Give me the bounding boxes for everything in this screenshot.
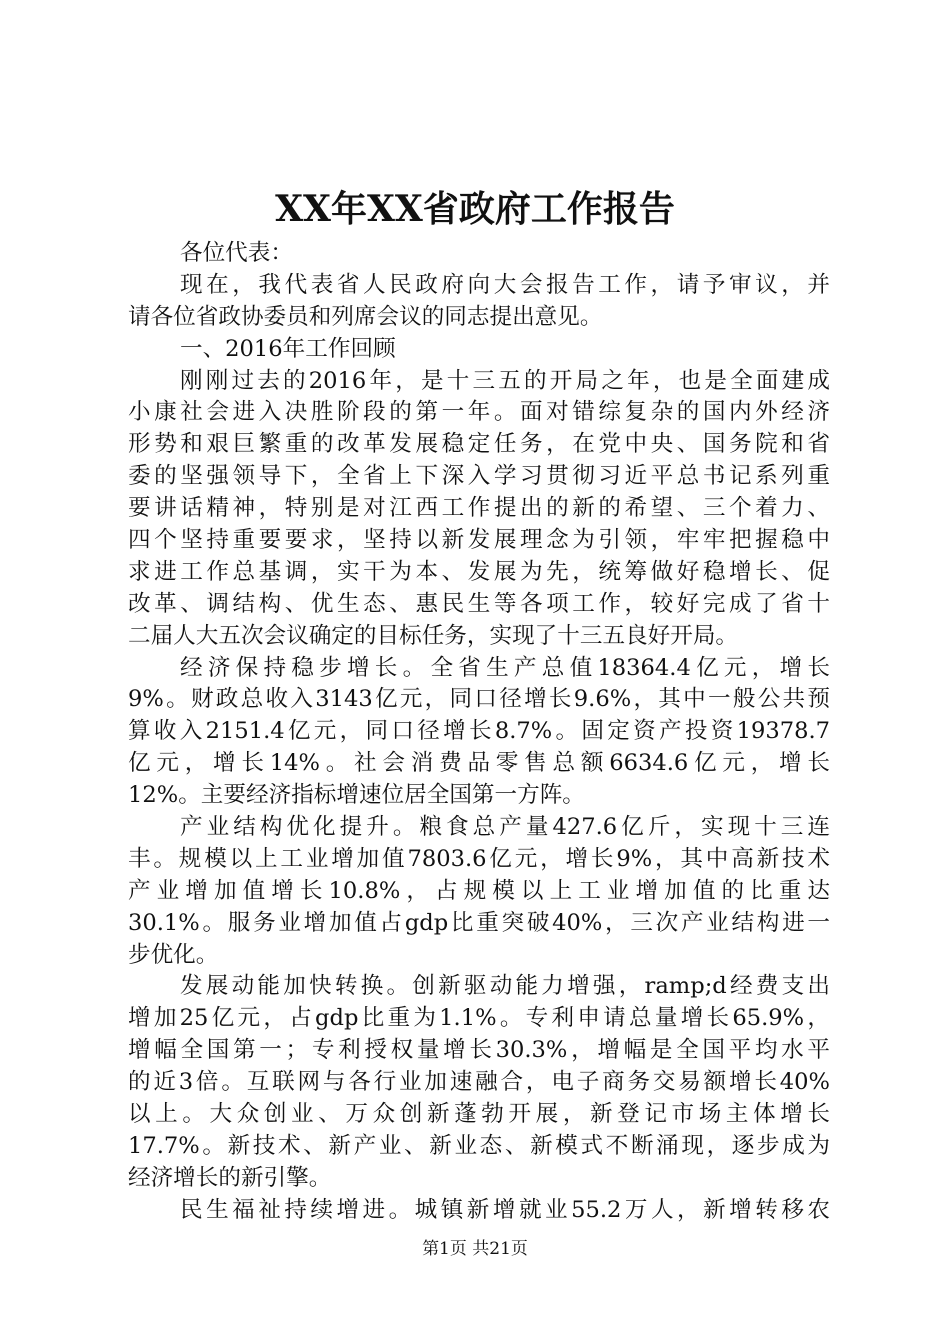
text-line: 丰。规模以上工业增加值7803.6亿元，增长9%，其中高新技术: [128, 845, 830, 872]
text-line: 现在，我代表省人民政府向大会报告工作，请予审议，并: [180, 271, 830, 298]
document-body: [128, 238, 830, 1227]
text-line: 30.1%。服务业增加值占gdp比重突破40%，三次产业结构进一: [128, 909, 830, 936]
text-line: 的近3倍。互联网与各行业加速融合，电子商务交易额增长40%: [128, 1069, 830, 1096]
text-line: 各位代表：: [180, 240, 293, 266]
text-line: 经济保持稳步增长。全省生产总值18364.4亿元，增长: [180, 654, 830, 681]
text-line: 四个坚持重要要求，坚持以新发展理念为引领，牢牢把握稳中: [128, 527, 830, 554]
text-line: 二届人大五次会议确定的目标任务，实现了十三五良好开局。: [128, 622, 739, 649]
text-line: 亿元，增长14%。社会消费品零售总额6634.6亿元，增长: [128, 750, 830, 777]
text-line: 经济增长的新引擎。: [128, 1164, 332, 1191]
text-line: 步优化。: [128, 941, 219, 968]
text-line: 刚刚过去的2016年，是十三五的开局之年，也是全面建成: [180, 367, 830, 394]
text-line: 委的坚强领导下，全省上下深入学习贯彻习近平总书记系列重: [128, 463, 830, 490]
text-line: 小康社会进入决胜阶段的第一年。面对错综复杂的国内外经济: [128, 399, 830, 426]
text-line: 发展动能加快转换。创新驱动能力增强，ramp;d经费支出: [180, 973, 830, 1000]
document-title: XX年XX省政府工作报告: [275, 188, 675, 230]
text-line: 求进工作总基调，实干为本、发展为先，统筹做好稳增长、促: [128, 558, 830, 585]
text-line: 以上。大众创业、万众创新蓬勃开展，新登记市场主体增长: [128, 1101, 830, 1128]
text-line: 形势和艰巨繁重的改革发展稳定任务，在党中央、国务院和省: [128, 431, 830, 458]
text-line: 增加25亿元，占gdp比重为1.1%。专利申请总量增长65.9%，: [128, 1005, 830, 1032]
text-line: 要讲话精神，特别是对江西工作提出的新的希望、三个着力、: [128, 495, 830, 522]
text-line: 增幅全国第一；专利授权量增长30.3%，增幅是全国平均水平: [128, 1037, 830, 1064]
text-line: 一、2016年工作回顾: [180, 335, 396, 362]
text-line: 请各位省政协委员和列席会议的同志提出意见。: [128, 303, 603, 330]
text-line: 产业结构优化提升。粮食总产量427.6亿斤，实现十三连: [180, 814, 830, 841]
text-line: 产业增加值增长10.8%，占规模以上工业增加值的比重达: [128, 877, 830, 904]
page-footer: 第1页 共21页: [422, 1239, 528, 1259]
text-line: 9%。财政总收入3143亿元，同口径增长9.6%，其中一般公共预: [128, 686, 830, 713]
text-line: 民生福祉持续增进。城镇新增就业55.2万人，新增转移农: [180, 1196, 830, 1223]
text-line: 算收入2151.4亿元，同口径增长8.7%。固定资产投资19378.7: [128, 718, 830, 745]
text-line: 17.7%。新技术、新产业、新业态、新模式不断涌现，逐步成为: [128, 1132, 830, 1159]
text-line: 12%。主要经济指标增速位居全国第一方阵。: [128, 782, 585, 809]
text-line: 改革、调结构、优生态、惠民生等各项工作，较好完成了省十: [128, 590, 830, 617]
